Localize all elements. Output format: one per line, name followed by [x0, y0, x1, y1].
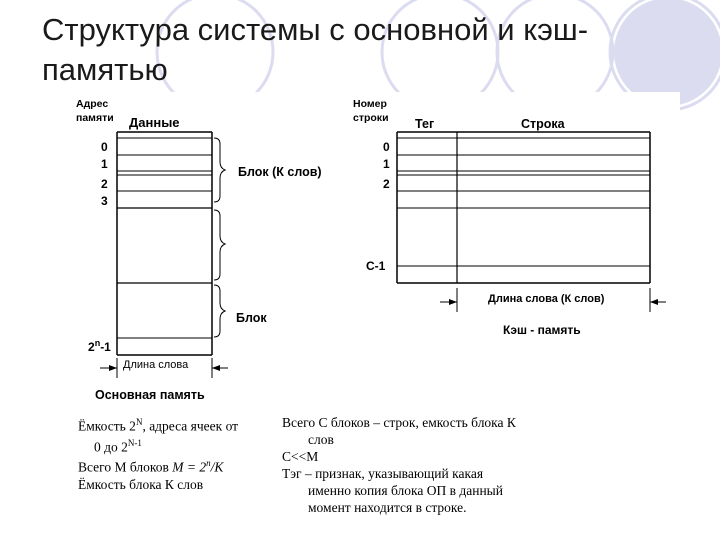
note-right-5: именно копия блока ОП в данный	[308, 483, 503, 498]
notes-right	[282, 414, 516, 516]
row-last: С-1	[366, 259, 386, 273]
row-number-label: Номер строки	[353, 98, 389, 124]
note-left-1: Ёмкость $2^N$, адреса ячеек от	[78, 417, 239, 434]
address-label: Адрес памяти	[76, 98, 114, 124]
address-last: 2$^n$-1	[88, 338, 111, 354]
cache-caption: Кэш - память	[503, 323, 581, 337]
block-k-label: Блок (К слов)	[238, 165, 322, 179]
cache-word-length-label: Длина слова (К слов)	[488, 293, 605, 305]
main-word-length-label: Длина слова	[123, 359, 189, 371]
title-line-1: Структура системы с основной и кэш-	[42, 12, 589, 47]
address-0: 0	[101, 140, 108, 154]
note-right-1: Всего С блоков – строк, емкость блока К	[282, 415, 516, 430]
note-right-6: момент находится в строке.	[308, 500, 467, 515]
title-line-2: памятью	[42, 52, 168, 87]
address-3: 3	[101, 194, 108, 208]
address-1: 1	[101, 157, 108, 171]
row-0: 0	[383, 140, 390, 154]
line-label: Строка	[521, 117, 565, 131]
main-memory-caption: Основная память	[95, 388, 205, 402]
note-left-2: 0 до $2^{N-1}$	[94, 437, 142, 454]
row-1: 1	[383, 157, 390, 171]
tag-label: Тег	[415, 117, 435, 131]
note-left-4: Ёмкость блока К слов	[78, 476, 204, 492]
row-2: 2	[383, 177, 390, 191]
note-right-3: С<<М	[282, 449, 319, 464]
block-label: Блок	[236, 311, 267, 325]
notes-left	[78, 414, 238, 493]
data-label: Данные	[129, 115, 180, 130]
note-right-4: Тэг – признак, указывающий какая	[282, 466, 484, 481]
note-left-3: Всего М блоков $М = 2^n/К$	[78, 458, 224, 475]
note-right-2: слов	[308, 432, 334, 447]
address-2: 2	[101, 177, 108, 191]
